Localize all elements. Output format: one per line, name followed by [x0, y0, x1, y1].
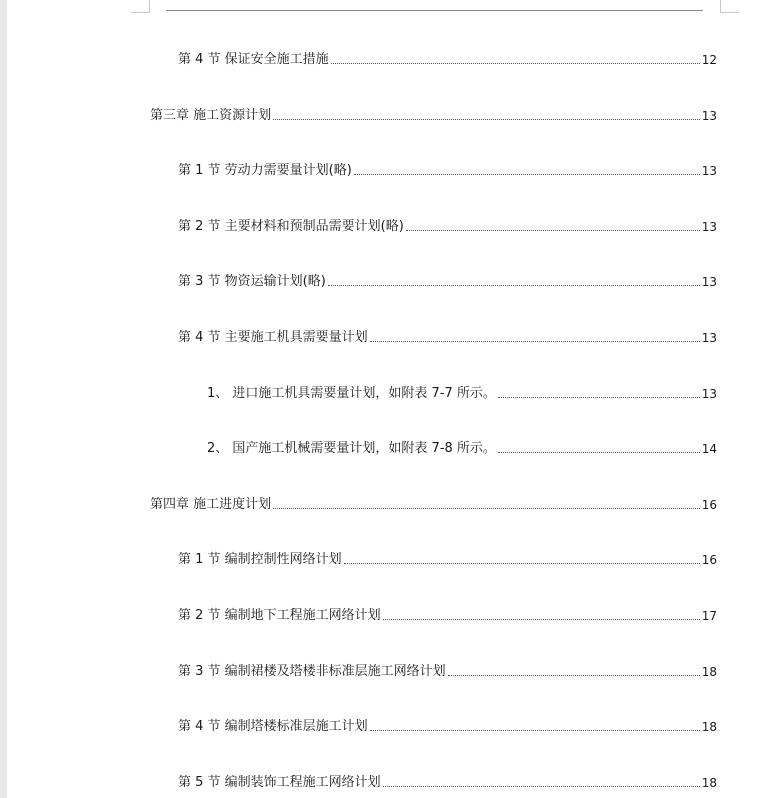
toc-entry-text: 第 2 节 主要材料和预制品需要计划(略) — [178, 219, 404, 234]
toc-entry-text: 第 2 节 编制地下工程施工网络计划 — [178, 608, 381, 623]
toc-dot-leader — [383, 785, 700, 787]
toc-page-number: 18 — [701, 720, 717, 734]
toc-page-number: 18 — [701, 665, 717, 679]
toc-entry-text: 2、 国产施工机械需要量计划，如附表 7-8 所示。 — [207, 441, 496, 456]
toc-entry[interactable] — [178, 159, 717, 179]
toc-page-number: 13 — [701, 109, 717, 123]
toc-page-number: 14 — [701, 442, 717, 456]
toc-page-number: 16 — [701, 498, 717, 512]
toc-entry[interactable] — [207, 382, 717, 402]
toc-dot-leader — [383, 618, 700, 620]
toc-page-number: 18 — [701, 776, 717, 790]
toc-entry-text: 第三章 施工资源计划 — [150, 108, 272, 123]
toc-entry[interactable] — [178, 270, 717, 290]
toc-entry-text: 第 4 节 保证安全施工措施 — [178, 52, 329, 67]
toc-entry-text: 第 3 节 编制裙楼及塔楼非标准层施工网络计划 — [178, 664, 446, 679]
toc-entry-text: 第 1 节 编制控制性网络计划 — [178, 552, 342, 567]
toc-entry-text: 第 3 节 物资运输计划(略) — [178, 274, 326, 289]
toc-dot-leader — [370, 729, 700, 731]
toc-page-number: 13 — [701, 220, 717, 234]
toc-entry[interactable] — [207, 437, 717, 457]
toc-entry[interactable] — [178, 715, 717, 735]
toc-dot-leader — [498, 396, 700, 398]
toc-page-number: 13 — [701, 164, 717, 178]
toc-page-number: 17 — [701, 609, 717, 623]
toc-entry[interactable] — [178, 326, 717, 346]
toc-entry[interactable] — [178, 548, 717, 568]
toc-entry[interactable] — [150, 104, 717, 124]
toc-dot-leader — [354, 173, 700, 175]
toc-dot-leader — [328, 284, 700, 286]
toc-dot-leader — [273, 118, 700, 120]
toc-page-number: 13 — [701, 387, 717, 401]
toc-dot-leader — [498, 451, 700, 453]
toc-dot-leader — [344, 562, 700, 564]
toc-entry[interactable] — [178, 604, 717, 624]
toc-entry-text: 1、 进口施工机具需要量计划，如附表 7-7 所示。 — [207, 386, 496, 401]
toc-entry[interactable] — [178, 48, 717, 68]
toc-dot-leader — [331, 62, 700, 64]
toc-dot-leader — [273, 507, 700, 509]
toc-entry-text: 第 4 节 主要施工机具需要量计划 — [178, 330, 368, 345]
toc-page-number: 13 — [701, 275, 717, 289]
toc-entry-text: 第四章 施工进度计划 — [150, 497, 272, 512]
toc-page-number: 12 — [701, 53, 717, 67]
toc-page-number: 16 — [701, 553, 717, 567]
toc-dot-leader — [370, 340, 700, 342]
toc-entry-text: 第 1 节 劳动力需要量计划(略) — [178, 163, 352, 178]
toc-entry[interactable] — [178, 771, 717, 791]
toc-entry-text: 第 5 节 编制装饰工程施工网络计划 — [178, 775, 381, 790]
toc-dot-leader — [406, 229, 700, 231]
toc-entry[interactable] — [178, 660, 717, 680]
toc-entry-text: 第 4 节 编制塔楼标准层施工计划 — [178, 719, 368, 734]
toc-entry[interactable] — [178, 215, 717, 235]
toc-page-number: 13 — [701, 331, 717, 345]
toc-entry[interactable] — [150, 493, 717, 513]
toc-dot-leader — [448, 674, 700, 676]
